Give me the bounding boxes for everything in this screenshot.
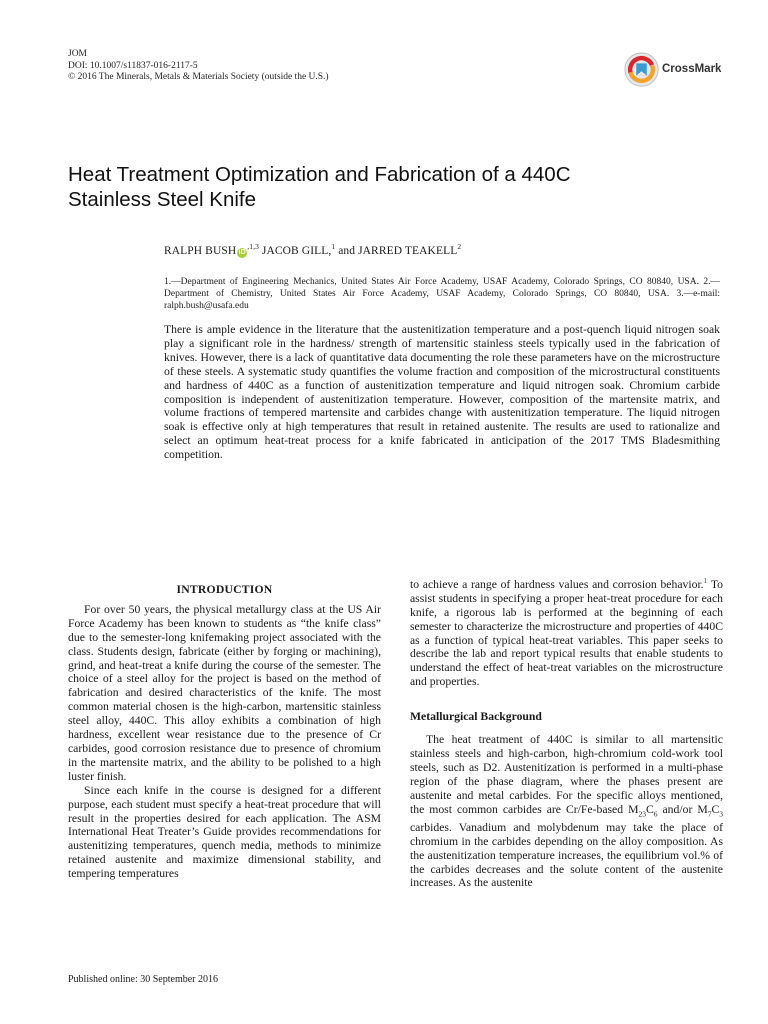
crossmark-badge[interactable] bbox=[624, 51, 734, 87]
metallurgical-paragraph bbox=[410, 733, 723, 890]
intro-paragraph-2: Since each knife in the course is designed for a different purpose, each student must specify a heat-treat procedure that will result in the properties desired for each application. The ASM International Heat Treater’s Guide provides recommendations for austenitizing temperatures, quench media, methods to minimize retained austenite and maximize dimensional stability, and tempering temperatures bbox=[68, 783, 381, 881]
right-column bbox=[410, 574, 723, 890]
journal-name: JOM bbox=[68, 49, 88, 59]
crossmark-label: CrossMark bbox=[662, 63, 722, 75]
abstract: There is ample evidence in the literature that the austenitization temperature and a post-quench liquid nitrogen soak play a significant role in the hardness/ strength of martensitic stainless steels typically used in the fabrication of knives. However, there is a lack of quantitative data documenting the role these parameters have on the microstructure of these steels. A systematic study quantifies the volume fraction and composition of the microstructural constituents and hardness of 440C as a function of austenitization temperature and liquid nitrogen soak. Chromium carbide composition is independent of austenitization temperature. However, composition of the martensite matrix, and volume fractions of tempered martensite and carbides change with austenitization temperature. The liquid nitrogen soak is effective only at high temperatures that result in retained austenite. The results are used to rationalize and select an optimum heat-treat process for a knife fabricated in anticipation of the 2017 TMS Bladesmithing competition. bbox=[164, 323, 720, 462]
copyright-line: © 2016 The Minerals, Metals & Materials Society (outside the U.S.) bbox=[68, 72, 329, 82]
article-metadata bbox=[68, 49, 329, 84]
orcid-icon[interactable]: iD bbox=[238, 248, 246, 256]
met-sub-6: 6 bbox=[653, 808, 658, 818]
met-sub-23: 23 bbox=[638, 808, 646, 818]
met-text-d: C bbox=[711, 802, 720, 816]
left-column bbox=[68, 583, 381, 881]
author-1-affil: ,1,3 bbox=[247, 242, 259, 251]
intro-paragraph-1: For over 50 years, the physical metallurgy class at the US Air Force Academy has been known to students as “the knife class” due to the semester-long knifemaking project associated with the class. Students design, fabricate (either by forging or machining), grind, and heat-treat a knife during the course of the semester. The choice of a steel alloy for the project is based on the method of fabrication and desired characteristics of the knife. The most common material chosen is the high-carbon, martensitic stainless steel alloy, 440C. This alloy exhibits a combination of high hardness, excellent wear resistance due to the presence of Cr carbides, good corrosion resistance due to presence of chromium in the martensite matrix, and the ability to be polished to a high luster finish. bbox=[68, 602, 381, 783]
intro-paragraph-continued bbox=[410, 574, 723, 689]
published-date: Published online: 30 September 2016 bbox=[68, 974, 218, 985]
crossmark-icon bbox=[624, 52, 659, 87]
author-list bbox=[164, 242, 461, 258]
author-3: and JARRED TEAKELL bbox=[335, 244, 458, 257]
met-text-e: carbides. Vanadium and molybdenum may take the place of chromium in the carbides depending on the alloy composition. As the austenitization temperature increases, the equilibrium vol.% of the carbides decreases and the solute content of the austenite increases. As the austenite bbox=[410, 820, 723, 890]
article-title: Heat Treatment Optimization and Fabrication of a 440C Stainless Steel Knife bbox=[68, 163, 571, 211]
intro-cont-text-b: To assist students in specifying a proper heat-treat procedure for each knife, a rigorous lab is performed at the beginning of each semester to characterize the microstructure and properties of 440C as a function of typical heat-treat variables. This paper seeks to describe the lab and report typical results that enable students to understand the effect of heat-treat variables on the microstructure and properties. bbox=[410, 577, 723, 689]
metallurgical-background-heading: Metallurgical Background bbox=[410, 710, 542, 724]
author-2-affil: 1 bbox=[331, 242, 336, 251]
met-text-c: and/or M bbox=[657, 802, 708, 816]
author-1: RALPH BUSH bbox=[164, 244, 237, 257]
met-text-a: The heat treatment of 440C is similar to all martensitic stainless steels and high-carbon, high-chromium cold-work tool steels, such as D2. Austenitization is performed in a multi-phase region of the phase diagram, where the phases present are austenite and metal carbides. For the specific alloys mentioned, the most common carbides are Cr/Fe-based M bbox=[410, 733, 723, 816]
doi-link[interactable]: DOI: 10.1007/s11837-016-2117-5 bbox=[68, 60, 198, 71]
introduction-heading: INTRODUCTION bbox=[176, 583, 273, 596]
reference-1-link[interactable]: 1 bbox=[703, 576, 708, 585]
met-text-b: C bbox=[645, 802, 654, 816]
author-2: JACOB GILL, bbox=[258, 244, 332, 257]
met-sub-3: 3 bbox=[719, 808, 724, 818]
met-sub-7: 7 bbox=[707, 808, 712, 818]
author-3-affil: 2 bbox=[457, 242, 462, 251]
affiliations: 1.—Department of Engineering Mechanics, United States Air Force Academy, USAF Academy, Colorado Springs, CO 80840, USA. 2.—Department of Chemistry, United States Air Force Academy, USAF Academy, Colorado Springs, CO 80840, USA. 3.—e-mail: ralph.bush@usafa.edu bbox=[164, 277, 720, 311]
intro-cont-text-a: to achieve a range of hardness values and corrosion behavior. bbox=[410, 577, 704, 591]
